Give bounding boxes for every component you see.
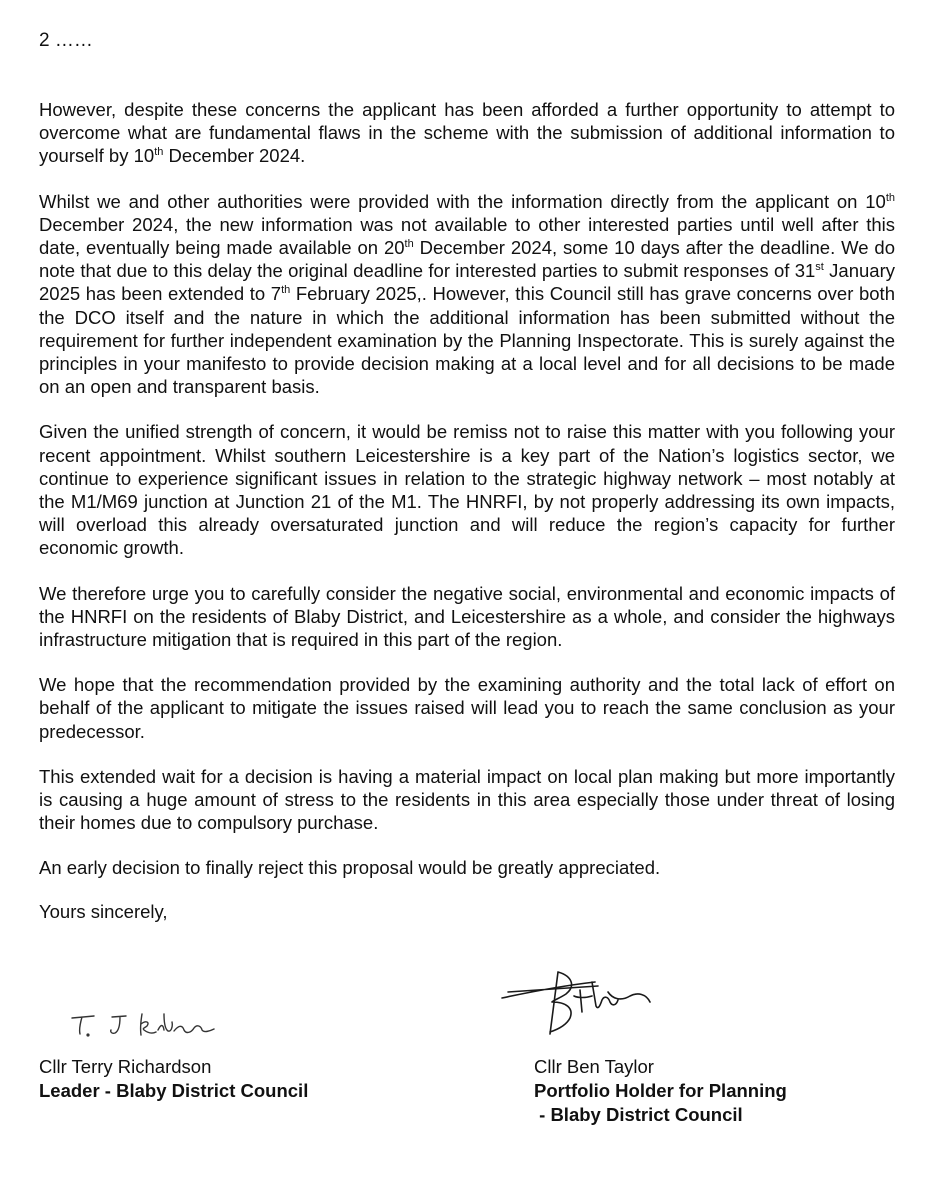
paragraph-7: An early decision to finally reject this proposal would be greatly appreciated. bbox=[39, 857, 661, 879]
signature-richardson bbox=[60, 1000, 280, 1050]
signatory-role: Leader - Blaby District Council bbox=[39, 1080, 309, 1101]
signatory-right bbox=[534, 1055, 787, 1127]
letter-body bbox=[39, 98, 895, 943]
signatory-left bbox=[39, 1055, 308, 1103]
signatory-role: Portfolio Holder for Planning bbox=[534, 1080, 787, 1101]
paragraph-3: Given the unified strength of concern, it would be remiss not to raise this matter with you following your recent appointment. Whilst southern Leicestershire is a key part of the Nation’s logistics sector, we continue to experience significant issues in relation to the strategic highway network – most notably at the M1/M69 junction at Junction 21 of the M1. The HNRFI, by not properly addressing its own impacts, will overload this already oversaturated junction and will reduce the region’s capacity for further economic growth. bbox=[39, 421, 895, 559]
signatory-role-continued: - Blaby District Council bbox=[534, 1104, 743, 1125]
page-number: 2 …… bbox=[39, 30, 93, 51]
paragraph-2: Whilst we and other authorities were provided with the information directly from the applicant on 10th December 2024, the new information was not available to other interested parties until well after this date, eventually being made available on 20th December 2024, some 10 days after the deadline. We do note that due to this delay the original deadline for interested parties to submit responses of 31st January 2025 has been extended to 7th February 2025,. However, this Council still has grave concerns over both the DCO itself and the nature in which the additional information has been submitted without the requirement for further independent examination by the Planning Inspectorate. This is surely against the principles in your manifesto to provide decision making at a local level and for all decisions to be made on an open and transparent basis. bbox=[39, 190, 895, 398]
paragraph-6: This extended wait for a decision is having a material impact on local plan making but more importantly is causing a huge amount of stress to the residents in this area especially those under threat of losing their homes due to compulsory purchase. bbox=[39, 765, 895, 834]
paragraph-5: We hope that the recommendation provided by the examining authority and the total lack of effort on behalf of the applicant to mitigate the issues raised will lead you to reach the same conclusion as your predecessor. bbox=[39, 674, 895, 742]
signatory-name: Cllr Ben Taylor bbox=[534, 1056, 654, 1077]
closing-salutation: Yours sincerely, bbox=[39, 900, 168, 922]
signature-taylor bbox=[500, 962, 660, 1046]
signatory-name: Cllr Terry Richardson bbox=[39, 1056, 212, 1077]
paragraph-4: We therefore urge you to carefully consider the negative social, environmental and economic impacts of the HNRFI on the residents of Blaby District, and Leicestershire as a whole, and consider the highways infrastructure mitigation that is required in this part of the region. bbox=[39, 582, 895, 651]
paragraph-1: However, despite these concerns the applicant has been afforded a further opportunity to attempt to overcome what are fundamental flaws in the scheme with the submission of additional information to yourself by 10th December 2024. bbox=[39, 99, 895, 167]
